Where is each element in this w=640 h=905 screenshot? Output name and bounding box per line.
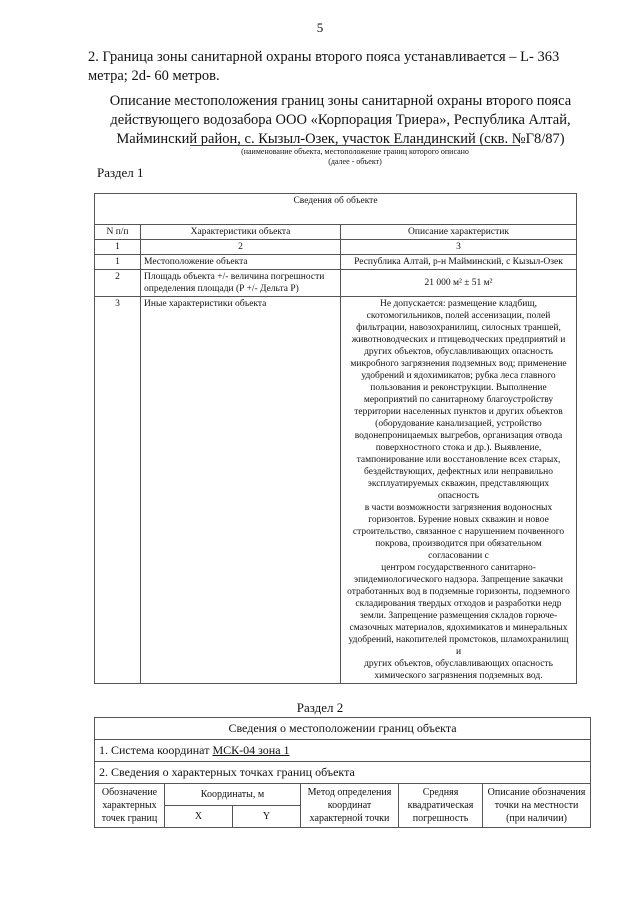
title-line-1: Описание местоположения границ зоны санитарной охраны второго пояса xyxy=(109,93,572,109)
col-number-1: 1 xyxy=(95,240,141,255)
desc-line: тампонирование или восстановление всех старых, xyxy=(356,455,561,465)
desc-line: горизонтов. Бурение новых скважин и новое xyxy=(368,515,549,525)
header-coordinates: Координаты, м xyxy=(165,784,301,806)
header-accuracy: Средняя квадратическая погрешность xyxy=(399,784,483,828)
desc-line: центром государственного санитарно- xyxy=(381,563,536,573)
desc-line: (оборудование канализацией, устройство xyxy=(375,419,542,429)
row-value: 21 000 м² ± 51 м² xyxy=(341,270,577,297)
boundary-location-title: Сведения о местоположении границ объекта xyxy=(95,718,591,740)
desc-line: удобрений и ядохимикатов; рубка леса главного xyxy=(361,371,556,381)
coordinate-system-row xyxy=(95,740,591,762)
desc-line: эксплуатируемых скважин, представляющих опасность xyxy=(367,479,550,501)
desc-line: удобрений, накопителей промстоков, шламохранилищ и xyxy=(348,635,569,657)
row-characteristic: Иные характеристики объекта xyxy=(141,297,341,684)
desc-line: территории населенных пунктов и других объектов xyxy=(354,407,563,417)
desc-line: животноводческих и птицеводческих предприятий и xyxy=(351,335,566,345)
desc-line: водонепроницаемых выгребов, организация отвода xyxy=(354,431,563,441)
row-value: Республика Алтай, р-н Майминский, с Кызыл-Озек xyxy=(341,255,577,270)
desc-line: смазочных материалов, ядохимикатов и минеральных xyxy=(349,623,568,633)
characteristic-points-title: 2. Сведения о характерных точках границ объекта xyxy=(95,762,591,784)
row-num: 2 xyxy=(95,270,141,297)
desc-line: фильтрации, навозохранилищ, силосных траншей, xyxy=(356,323,561,333)
header-characteristics: Характеристики объекта xyxy=(141,225,341,240)
section-1-label: Раздел 1 xyxy=(97,165,144,180)
desc-line: эпидемиологического надзора. Запрещение закачки xyxy=(354,575,563,585)
header-y: Y xyxy=(233,806,301,828)
page-number: 5 xyxy=(316,20,324,35)
desc-line: мероприятий по санитарному благоустройству xyxy=(363,395,554,405)
object-info-title: Сведения об объекте xyxy=(95,194,577,209)
row-num: 1 xyxy=(95,255,141,270)
row-characteristic: Местоположение объекта xyxy=(141,255,341,270)
desc-line: в части возможности загрязнения водоносных xyxy=(364,503,553,513)
section-2-label: Раздел 2 xyxy=(296,700,344,715)
boundary-location-table xyxy=(94,717,591,828)
desc-line: земли. Запрещение размещения складов горюче- xyxy=(359,611,558,621)
header-num: N п/п xyxy=(95,225,141,240)
zone-boundary-paragraph xyxy=(88,48,593,86)
desc-line: строительство, связанное с нарушением почвенного xyxy=(352,527,565,537)
desc-line: отработанных вод в подземные горизонты, подземного xyxy=(347,587,570,597)
desc-line: покрова, производится при обязательном согласовании с xyxy=(375,539,542,561)
caption-line-2: (далее - объект) xyxy=(328,157,382,166)
table-row xyxy=(95,255,577,270)
coordinate-system-value: МСК-04 зона 1 xyxy=(212,743,290,757)
desc-line: Не допускается: размещение кладбищ, xyxy=(380,299,537,309)
header-point-designation: Обозначение характерных точек границ xyxy=(95,784,165,828)
desc-line: микробного загрязнения подземных вод; применение xyxy=(350,359,567,369)
col-number-3: 3 xyxy=(341,240,577,255)
header-method: Метод определения координат характерной точки xyxy=(301,784,399,828)
row-num: 3 xyxy=(95,297,141,684)
col-number-2: 2 xyxy=(141,240,341,255)
desc-line: поверхностного стока и др.). Выявление, xyxy=(375,443,542,453)
table-row xyxy=(95,297,577,684)
header-description: Описание характеристик xyxy=(341,225,577,240)
object-info-table xyxy=(94,193,577,684)
header-x: X xyxy=(165,806,233,828)
title-caption xyxy=(190,145,520,167)
caption-line-1: (наименование объекта, местоположение границ которого описано xyxy=(241,147,469,156)
title-line-3: Майминский район, с. Кызыл-Озек, участок Еландинский (скв. №Г8/87) xyxy=(116,131,565,147)
desc-line: химического загрязнения подземных вод. xyxy=(374,671,543,681)
other-characteristics-description xyxy=(341,297,577,684)
header-marking: Описание обозначения точки на местности (при наличии) xyxy=(483,784,591,828)
coordinate-system-label: 1. Система координат xyxy=(99,743,213,757)
paragraph-line-2: метра; 2d- 60 метров. xyxy=(88,68,220,84)
row-characteristic: Площадь объекта +/- величина погрешности определения площади (P +/- Дельта P) xyxy=(141,270,341,297)
document-title xyxy=(88,92,593,149)
desc-line: скотомогильников, полей ассенизации, полей xyxy=(366,311,551,321)
desc-line: складирования твердых отходов и разработки недр xyxy=(355,599,562,609)
title-line-2: действующего водозабора ООО «Корпорация Триера», Республика Алтай, xyxy=(110,112,571,128)
desc-line: бездействующих, дефектных или неправильно xyxy=(364,467,553,477)
desc-line: пользования и реконструкции. Выполнение xyxy=(370,383,547,393)
desc-line: других объектов, обуславливающих опасность xyxy=(364,347,553,357)
paragraph-line-1: 2. Граница зоны санитарной охраны второго пояса устанавливается – L- 363 xyxy=(88,49,560,65)
desc-line: других объектов, обуславливающих опасность xyxy=(364,659,553,669)
table-row xyxy=(95,270,577,297)
